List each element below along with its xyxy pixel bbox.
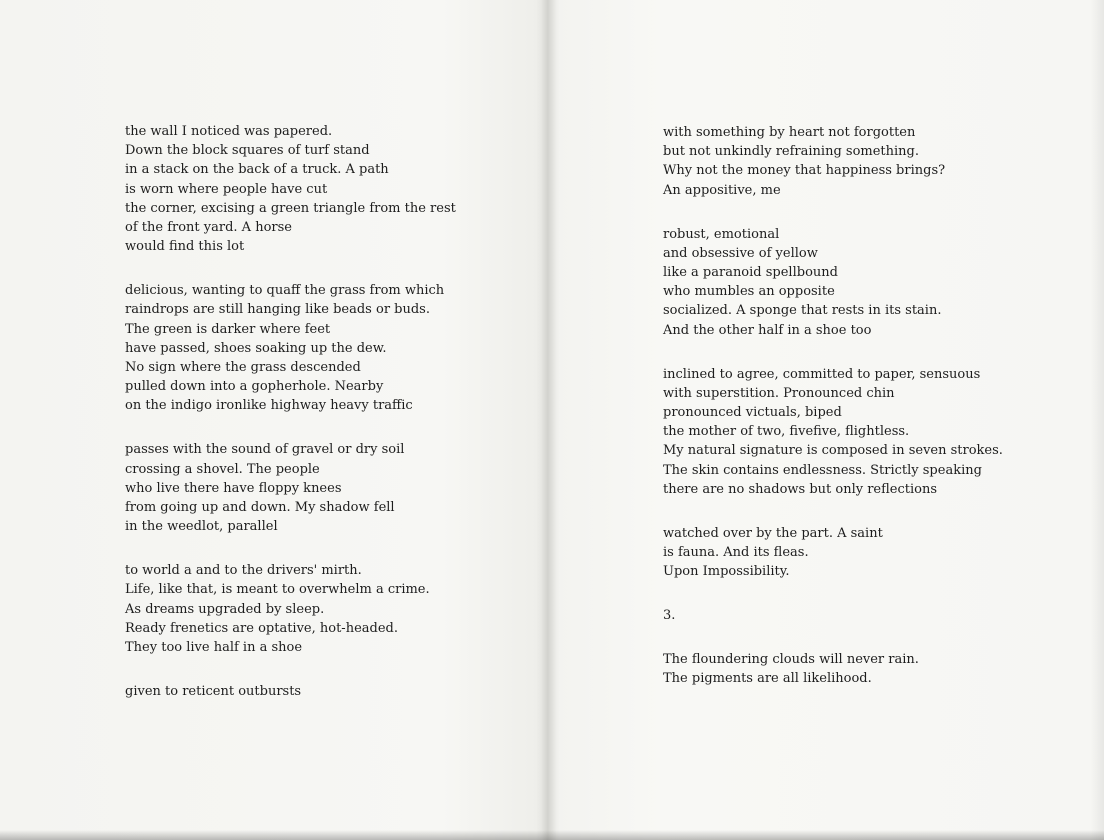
poem-line: Ready frenetics are optative, hot-headed. xyxy=(125,620,398,636)
book-gutter xyxy=(536,0,560,840)
poem-line: and obsessive of yellow xyxy=(663,245,818,261)
stanza xyxy=(663,123,1003,200)
poem-line: the corner, excising a green triangle from the rest xyxy=(125,200,456,216)
poem-line: who live there have floppy knees xyxy=(125,480,342,496)
poem-line: raindrops are still hanging like beads or buds. xyxy=(125,302,430,318)
poem-line: The skin contains endlessness. Strictly speaking xyxy=(663,462,982,478)
stanza xyxy=(125,122,456,256)
poem-line: there are no shadows but only reflections xyxy=(663,481,938,497)
poem-line: watched over by the part. A saint xyxy=(663,525,883,541)
poem-line: in a stack on the back of a truck. A path xyxy=(125,162,389,178)
poem-line: like a paranoid spellbound xyxy=(663,265,838,281)
right-page xyxy=(548,0,1104,840)
page-edge xyxy=(1090,0,1104,840)
poem-line: Life, like that, is meant to overwhelm a crime. xyxy=(125,582,430,598)
poem-line: with superstition. Pronounced chin xyxy=(663,385,895,401)
poem-line: The pigments are all likelihood. xyxy=(663,671,872,687)
poem-line: given to reticent outbursts xyxy=(125,684,302,700)
poem-line: And the other half in a shoe too xyxy=(663,322,872,338)
poem-line: to world a and to the drivers' mirth. xyxy=(125,563,362,579)
poem-line: with something by heart not forgotten xyxy=(663,125,916,140)
poem-line: of the front yard. A horse xyxy=(125,220,292,236)
poem-line: robust, emotional xyxy=(663,226,780,242)
poem-line: pulled down into a gopherhole. Nearby xyxy=(125,379,384,395)
poem-line: on the indigo ironlike highway heavy traffic xyxy=(125,398,413,414)
poem-line: Why not the money that happiness brings? xyxy=(663,163,946,179)
poem-line: from going up and down. My shadow fell xyxy=(125,500,395,516)
poem-line: the mother of two, fivefive, flightless. xyxy=(663,424,910,440)
poem-line: My natural signature is composed in seven strokes. xyxy=(663,443,1003,459)
poem-line: delicious, wanting to quaff the grass from which xyxy=(125,283,445,299)
section-number: 3. xyxy=(663,608,676,624)
left-page xyxy=(0,0,548,840)
poem-line: inclined to agree, committed to paper, sensuous xyxy=(663,366,981,382)
stanza xyxy=(125,682,456,701)
stanza xyxy=(663,365,1003,499)
stanza xyxy=(125,281,456,415)
poem-line: pronounced victuals, biped xyxy=(663,405,842,421)
right-poem-text xyxy=(663,123,1003,713)
poem-line: They too live half in a shoe xyxy=(125,640,303,656)
stanza xyxy=(663,524,1003,582)
poem-line: the wall I noticed was papered. xyxy=(125,124,333,139)
stanza xyxy=(663,650,1003,688)
stanza xyxy=(125,561,456,657)
poem-line: socialized. A sponge that rests in its stain. xyxy=(663,303,942,319)
left-poem-text xyxy=(125,122,456,726)
stanza xyxy=(663,225,1003,340)
poem-line: in the weedlot, parallel xyxy=(125,519,278,535)
poem-line: is fauna. And its fleas. xyxy=(663,545,809,561)
bottom-edge xyxy=(0,830,1104,840)
poem-line: is worn where people have cut xyxy=(125,181,328,197)
poem-line: An appositive, me xyxy=(663,182,781,198)
poem-line: As dreams upgraded by sleep. xyxy=(125,601,325,617)
poem-line: Down the block squares of turf stand xyxy=(125,143,370,159)
poem-line: have passed, shoes soaking up the dew. xyxy=(125,340,387,356)
stanza xyxy=(125,440,456,536)
poem-line: who mumbles an opposite xyxy=(663,284,835,300)
poem-line: would find this lot xyxy=(125,239,245,255)
poem-line: passes with the sound of gravel or dry soil xyxy=(125,442,405,458)
poem-line: No sign where the grass descended xyxy=(125,360,361,376)
poem-line: The floundering clouds will never rain. xyxy=(663,652,919,668)
poem-line: Upon Impossibility. xyxy=(663,564,790,580)
poem-line: but not unkindly refraining something. xyxy=(663,144,920,160)
poem-line: The green is darker where feet xyxy=(125,321,331,337)
poem-line: crossing a shovel. The people xyxy=(125,461,320,477)
